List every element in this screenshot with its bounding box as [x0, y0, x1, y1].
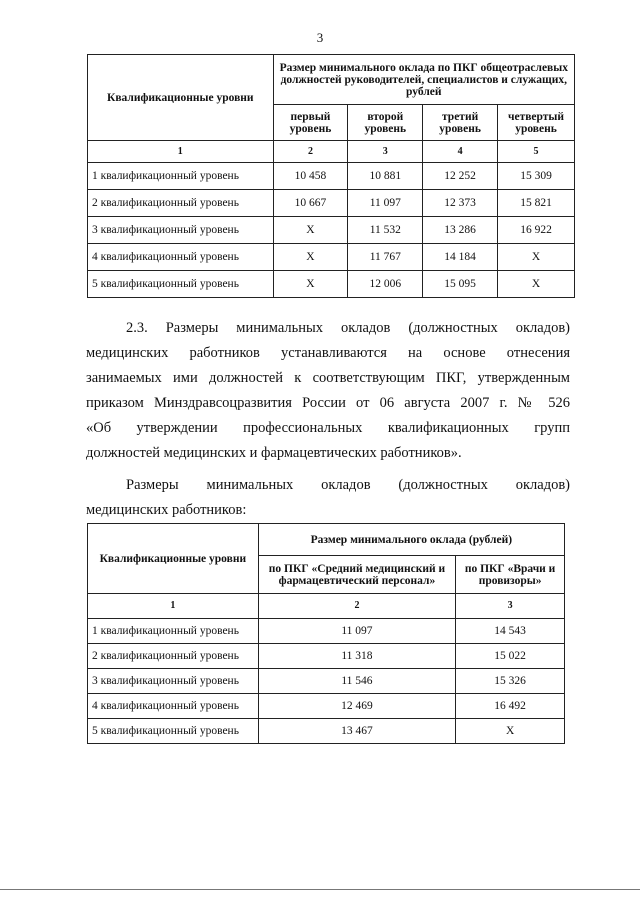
- level-cell: 3 квалификационный уровень: [88, 669, 259, 694]
- paragraph-line: медицинских работников устанавливаются на основе отнесения: [86, 345, 570, 361]
- level-cell: 2 квалификационный уровень: [88, 644, 259, 669]
- table-row: [88, 271, 575, 298]
- table-row: [88, 694, 565, 719]
- paragraph-line: «Об утверждении профессиональных квалификационных групп: [86, 420, 570, 436]
- value-cell: 15 309: [498, 163, 575, 190]
- value-cell: 11 097: [258, 619, 456, 644]
- level-cell: 5 квалификационный уровень: [88, 271, 274, 298]
- table2-header-levels: Квалификационные уровни: [88, 524, 259, 594]
- table-row: [88, 217, 575, 244]
- table1-index-cell: 3: [348, 141, 423, 163]
- page-bottom-rule: [0, 889, 640, 890]
- value-cell: 11 532: [348, 217, 423, 244]
- table-row: [88, 719, 565, 744]
- table1-index-cell: 1: [88, 141, 274, 163]
- value-cell: 16 922: [498, 217, 575, 244]
- table1-subheader: третий уровень: [423, 105, 498, 141]
- value-cell: 10 667: [273, 190, 348, 217]
- table-row: [88, 163, 575, 190]
- paragraph-line: медицинских работников:: [86, 502, 247, 518]
- value-cell: 12 006: [348, 271, 423, 298]
- value-cell: 11 767: [348, 244, 423, 271]
- level-cell: 2 квалификационный уровень: [88, 190, 274, 217]
- value-cell: 14 184: [423, 244, 498, 271]
- paragraph-line: занимаемых ими должностей к соответствующим ПКГ, утвержденным: [86, 370, 570, 386]
- table-row: [88, 644, 565, 669]
- paragraph-line: 2.3. Размеры минимальных окладов (должностных окладов): [126, 320, 570, 336]
- value-cell: 15 326: [456, 669, 565, 694]
- value-cell: X: [273, 244, 348, 271]
- page-number: 3: [316, 30, 324, 45]
- value-cell: 10 881: [348, 163, 423, 190]
- paragraph-line: должностей медицинских и фармацевтических работников».: [86, 445, 462, 461]
- value-cell: X: [273, 271, 348, 298]
- value-cell: 15 821: [498, 190, 575, 217]
- level-cell: 1 квалификационный уровень: [88, 163, 274, 190]
- value-cell: 12 252: [423, 163, 498, 190]
- level-cell: 4 квалификационный уровень: [88, 694, 259, 719]
- value-cell: X: [456, 719, 565, 744]
- paragraph-line: приказом Минздравсоцразвития России от 06 августа 2007 г. № 526: [86, 395, 570, 411]
- table1-index-cell: 4: [423, 141, 498, 163]
- value-cell: 11 318: [258, 644, 456, 669]
- value-cell: 15 022: [456, 644, 565, 669]
- value-cell: 11 546: [258, 669, 456, 694]
- value-cell: 13 286: [423, 217, 498, 244]
- table2-index-cell: 2: [258, 594, 456, 619]
- level-cell: 5 квалификационный уровень: [88, 719, 259, 744]
- table1-header-group: Размер минимального оклада по ПКГ общеотраслевых должностей руководителей, специалистов и служащих, рублей: [273, 55, 574, 105]
- value-cell: X: [498, 244, 575, 271]
- value-cell: 13 467: [258, 719, 456, 744]
- value-cell: 10 458: [273, 163, 348, 190]
- paragraph-2-3: [86, 316, 570, 466]
- table1-subheader: второй уровень: [348, 105, 423, 141]
- table1-index-cell: 2: [273, 141, 348, 163]
- value-cell: 11 097: [348, 190, 423, 217]
- table-row: [88, 669, 565, 694]
- salary-table-general: [87, 54, 575, 298]
- table2-subheader: по ПКГ «Средний медицинский и фармацевтический персонал»: [258, 556, 456, 594]
- value-cell: 12 469: [258, 694, 456, 719]
- table-row: [88, 619, 565, 644]
- table1-header-levels: Квалификационные уровни: [88, 55, 274, 141]
- value-cell: X: [498, 271, 575, 298]
- value-cell: 14 543: [456, 619, 565, 644]
- level-cell: 1 квалификационный уровень: [88, 619, 259, 644]
- paragraph-line: Размеры минимальных окладов (должностных окладов): [126, 477, 570, 493]
- table2-index-cell: 1: [88, 594, 259, 619]
- table-row: [88, 244, 575, 271]
- table2-index-cell: 3: [456, 594, 565, 619]
- value-cell: 16 492: [456, 694, 565, 719]
- salary-table-medical: [87, 523, 565, 744]
- level-cell: 4 квалификационный уровень: [88, 244, 274, 271]
- table-row: [88, 190, 575, 217]
- table2-subheader: по ПКГ «Врачи и провизоры»: [456, 556, 565, 594]
- table2-header-group: Размер минимального оклада (рублей): [258, 524, 564, 556]
- table1-subheader: четвертый уровень: [498, 105, 575, 141]
- value-cell: 15 095: [423, 271, 498, 298]
- table1-index-cell: 5: [498, 141, 575, 163]
- value-cell: X: [273, 217, 348, 244]
- level-cell: 3 квалификационный уровень: [88, 217, 274, 244]
- value-cell: 12 373: [423, 190, 498, 217]
- paragraph-medical-salaries: [86, 473, 570, 523]
- table1-subheader: первый уровень: [273, 105, 348, 141]
